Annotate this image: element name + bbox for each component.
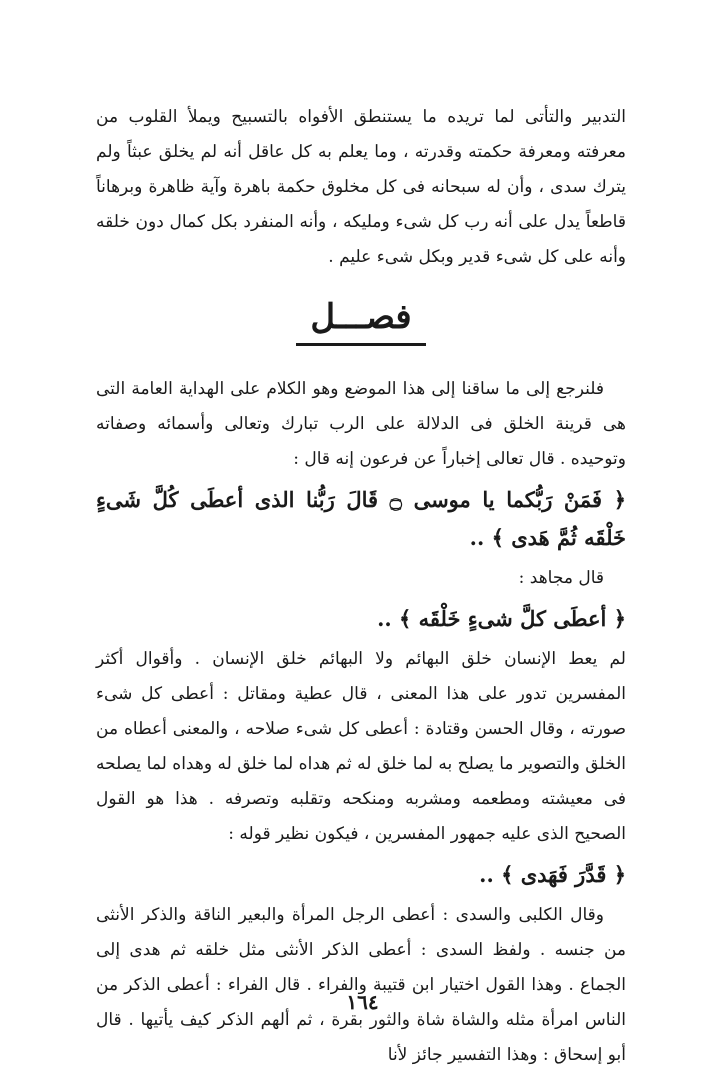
- paragraph-text: التدبير والتأتى لما تريده ما يستنطق الأفواه بالتسبيح ويملأ القلوب من معرفته ومعرفة حكمته وقدرته ، وما يعلم به كل عاقل أنه لم يخلق عبثاً ولم يترك سدى ، وأن له سبحانه فى كل مخلوق حكمة باهرة وآية ظاهرة وبرهاناً قاطعاً يدل على أنه رب كل شىء ومليكه ، وأنه المنفرد بكل كمال دون خلقه وأنه على كل شىء قدير وبكل شىء عليم .: [96, 107, 626, 267]
- quran-verse-2: ﴿ أعطَى كلَّ شىءٍ خَلْقَه ﴾ ..: [377, 606, 626, 631]
- attribution-mujahid: قال مجاهد :: [518, 568, 604, 588]
- paragraph-text: وقال الكلبى والسدى : أعطى الرجل المرأة والبعير الناقة والذكر الأنثى من جنسه . ولفظ السدى : أعطى الذكر الأنثى مثل خلقه ثم هدى إلى الجماع . وهذا القول اختيار ابن قتيبة والفراء . قال الفراء : أعطى الذكر من الناس امرأة مثله والشاة شاة والثور بقرة ، ثم ألهم الذكر كيف يأتيها . قال أبو إسحاق : وهذا التفسير جائز لأنا: [96, 905, 626, 1065]
- section-heading-text: فصـــل: [296, 293, 425, 346]
- paragraph-intro: [96, 372, 626, 477]
- page-number: ١٦٤: [346, 990, 379, 1014]
- section-heading: [96, 293, 626, 346]
- paragraph-text: لم يعط الإنسان خلق البهائم ولا البهائم خلق الإنسان . وأقوال أكثر المفسرين تدور على هذا المعنى ، قال عطية ومقاتل : أعطى كل شىء صورته ، وقال الحسن وقتادة : أعطى كل شىء صلاحه ، والمعنى أعطاه من الخلق والتصوير ما يصلح به لما خلق له ثم هداه لما خلق له وهداه لما يصلحه فى معيشته ومطعمه ومشربه ومنكحه وتقلبه وتصرفه . هذا هو القول الصحيح الذى عليه جمهور المفسرين ، فيكون نظير قوله :: [96, 649, 626, 844]
- quran-verse-1: ﴿ فَمَنْ رَبُّكما يا موسى ۝ قَالَ رَبُّنا الذى أعطَى كُلَّ شَىءٍ خَلْقَه ثُمَّ هَدى ﴾ ..: [96, 487, 626, 550]
- page-body: [96, 100, 626, 1073]
- quran-verse-3: ﴿ قَدَّرَ فَهَدى ﴾ ..: [479, 862, 626, 887]
- paragraph-alternative-view: [96, 898, 626, 1073]
- paragraph-text: فلنرجع إلى ما ساقنا إلى هذا الموضع وهو الكلام على الهداية العامة التى هى قرينة الخلق فى الدلالة على الرب تبارك وتعالى وأسمائه وصفاته وتوحيده . قال تعالى إخباراً عن فرعون إنه قال :: [96, 379, 626, 469]
- paragraph-continuation: [96, 100, 626, 275]
- paragraph-commentary: [96, 642, 626, 852]
